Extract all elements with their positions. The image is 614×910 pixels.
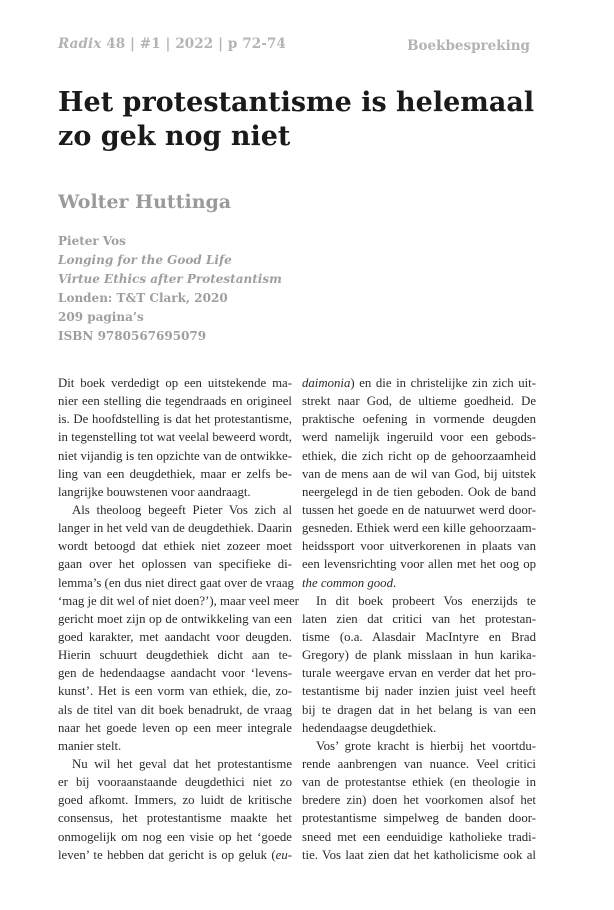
paragraph	[58, 501, 299, 755]
text-line: strekt naar God, de ultieme goedheid. De	[302, 394, 536, 409]
text-line: ‘mag je dit wel of niet doen?’), maar veel meer	[58, 593, 299, 608]
text-line: bij te dragen dat in het belang is van een	[302, 702, 536, 717]
text-run: leven’ te hebben dat gericht is op geluk (	[58, 847, 276, 862]
text-line: niet vijandig is ten opzichte van de ontwikke-	[58, 448, 292, 463]
text-line: onmogelijk om nog een visie op het ‘goede	[58, 829, 292, 844]
review-author: Wolter Huttinga	[58, 191, 232, 213]
paragraph	[302, 592, 536, 737]
text-line: in tegenstelling tot wat veelal beweerd wordt,	[58, 430, 292, 445]
article-title-line: Het protestantisme is helemaal	[58, 87, 535, 118]
text-line: gen de hedendaagse aandacht voor ‘levens-	[58, 666, 292, 681]
text-line	[58, 846, 292, 864]
text-line: heidssport voor uitverkorenen in plaats van	[302, 539, 536, 554]
paragraph	[302, 737, 536, 864]
text-line: goed karakter, met aandacht voor deugden.	[58, 629, 292, 644]
text-line: ling van een deugdethiek, maar er zelfs be-	[58, 466, 292, 481]
italic-run: the common good	[302, 575, 393, 590]
book-author: Pieter Vos	[58, 234, 126, 248]
text-line: consensus, het protestantisme maakte het	[58, 811, 292, 826]
text-line: gericht moet zijn op de ontwikkeling van een	[58, 611, 292, 626]
paragraph	[58, 374, 292, 501]
article-title-line: zo gek nog niet	[58, 121, 291, 152]
text-line: In dit boek probeert Vos enerzijds te	[316, 593, 536, 608]
text-run: ) en die in christelijke zin zich uit-	[350, 376, 536, 390]
text-line: sneed met een eenduidige katholieke tradi-	[302, 829, 536, 844]
paragraph	[58, 755, 292, 864]
text-line: een levensrichting voor allen met het oog op	[302, 557, 536, 572]
paragraph	[302, 374, 536, 592]
text-line: tisme (o.a. Alasdair MacIntyre en Brad	[302, 629, 536, 644]
text-line: Als theoloog begeeft Pieter Vos zich al	[72, 502, 292, 517]
text-line: gaan over het oplossen van specifieke di-	[58, 557, 292, 572]
text-line: neergelegd in de tien geboden. Ook de band	[302, 484, 536, 499]
text-line: wordt betoogd dat ethiek niet zozeer moet	[58, 539, 292, 554]
italic-run: daimonia	[302, 376, 351, 390]
text-line: praktische oefening in vormende deugden	[302, 412, 536, 427]
text-line: hedendaagse deugdethiek.	[302, 720, 437, 735]
text-line: turale weergave ervan en verder dat het pro-	[302, 666, 536, 681]
book-isbn: ISBN 9780567695079	[58, 329, 207, 343]
journal-name: Radix	[58, 36, 102, 52]
text-line: van de mens aan de wil van God, bij uitstek	[302, 466, 536, 481]
text-line: werd namelijk ingeruild voor een gebods-	[302, 430, 536, 445]
text-line: laten zien dat critici van het protestan-	[302, 611, 536, 626]
book-pages: 209 pagina’s	[58, 310, 144, 324]
text-line: langrijke bouwstenen voor aandraagt.	[58, 484, 251, 499]
left-column	[58, 374, 299, 864]
text-line: rende aanbrengen van nuance. Veel critici	[302, 756, 536, 771]
text-line: van de protestantse ethiek (en theologie in	[302, 775, 536, 790]
section-label: Boekbespreking	[407, 38, 530, 54]
text-line: naar het goede leven op een meer integrale	[58, 720, 292, 735]
text-line: er bij vooraanstaande deugdethici niet zo	[58, 775, 292, 790]
italic-run: eu-	[275, 847, 292, 862]
text-line: Nu wil het geval dat het protestantisme	[72, 756, 292, 771]
issue-pages: 48 | #1 | 2022 | p 72-74	[101, 36, 286, 52]
text-line: bredere zin) doen het voorkomen alsof het	[302, 793, 536, 808]
text-line: kunst’. Het is een vorm van ethiek, die, zo-	[58, 684, 292, 699]
text-line: testantisme bij nader inzien juist veel heeft	[302, 684, 536, 699]
book-subtitle: Virtue Ethics after Protestantism	[58, 272, 282, 286]
book-publisher: Londen: T&T Clark, 2020	[58, 291, 228, 305]
journal-citation	[58, 36, 286, 52]
text-line: als de titel van dit boek benadrukt, de vraag	[58, 702, 292, 717]
text-run: .	[392, 575, 397, 590]
text-line	[302, 374, 536, 392]
book-details	[58, 232, 282, 346]
text-line: protestantisme simpelweg de banden door-	[302, 811, 536, 826]
text-line: goed afkomt. Immers, zo luidt de kritische	[58, 793, 292, 808]
book-title: Longing for the Good Life	[58, 253, 232, 267]
text-line: gesneden. Ethiek werd een kille gehoorzaam-	[302, 521, 536, 536]
text-line: nier een stelling die tegendraads en origineel	[58, 394, 292, 409]
text-line: langer in het veld van de deugdethiek. Daarin	[58, 521, 292, 536]
text-line: Vos’ grote kracht is hierbij het voortdu-	[316, 738, 536, 753]
right-column	[302, 374, 536, 864]
text-line: Hierin schuurt deugdethiek dicht aan te-	[58, 648, 292, 663]
text-line	[302, 574, 536, 592]
text-line: tussen het goede en de natuurwet werd door-	[302, 502, 536, 517]
text-line: Gregory) de plank misslaan in hun karika-	[302, 648, 536, 663]
text-line: tie. Vos laat zien dat het katholicisme ook al	[302, 847, 536, 862]
text-line: lemma’s (en dus niet direct gaat over de vraag	[58, 575, 294, 590]
text-line: manier stelt.	[58, 738, 122, 753]
text-line: is. De hoofdstelling is dat het protestantisme,	[58, 412, 292, 427]
text-line: Dit boek verdedigt op een uitstekende ma-	[58, 376, 292, 390]
article-title	[58, 86, 535, 154]
text-line: ethiek, die zich richt op de gehoorzaamheid	[302, 448, 536, 463]
